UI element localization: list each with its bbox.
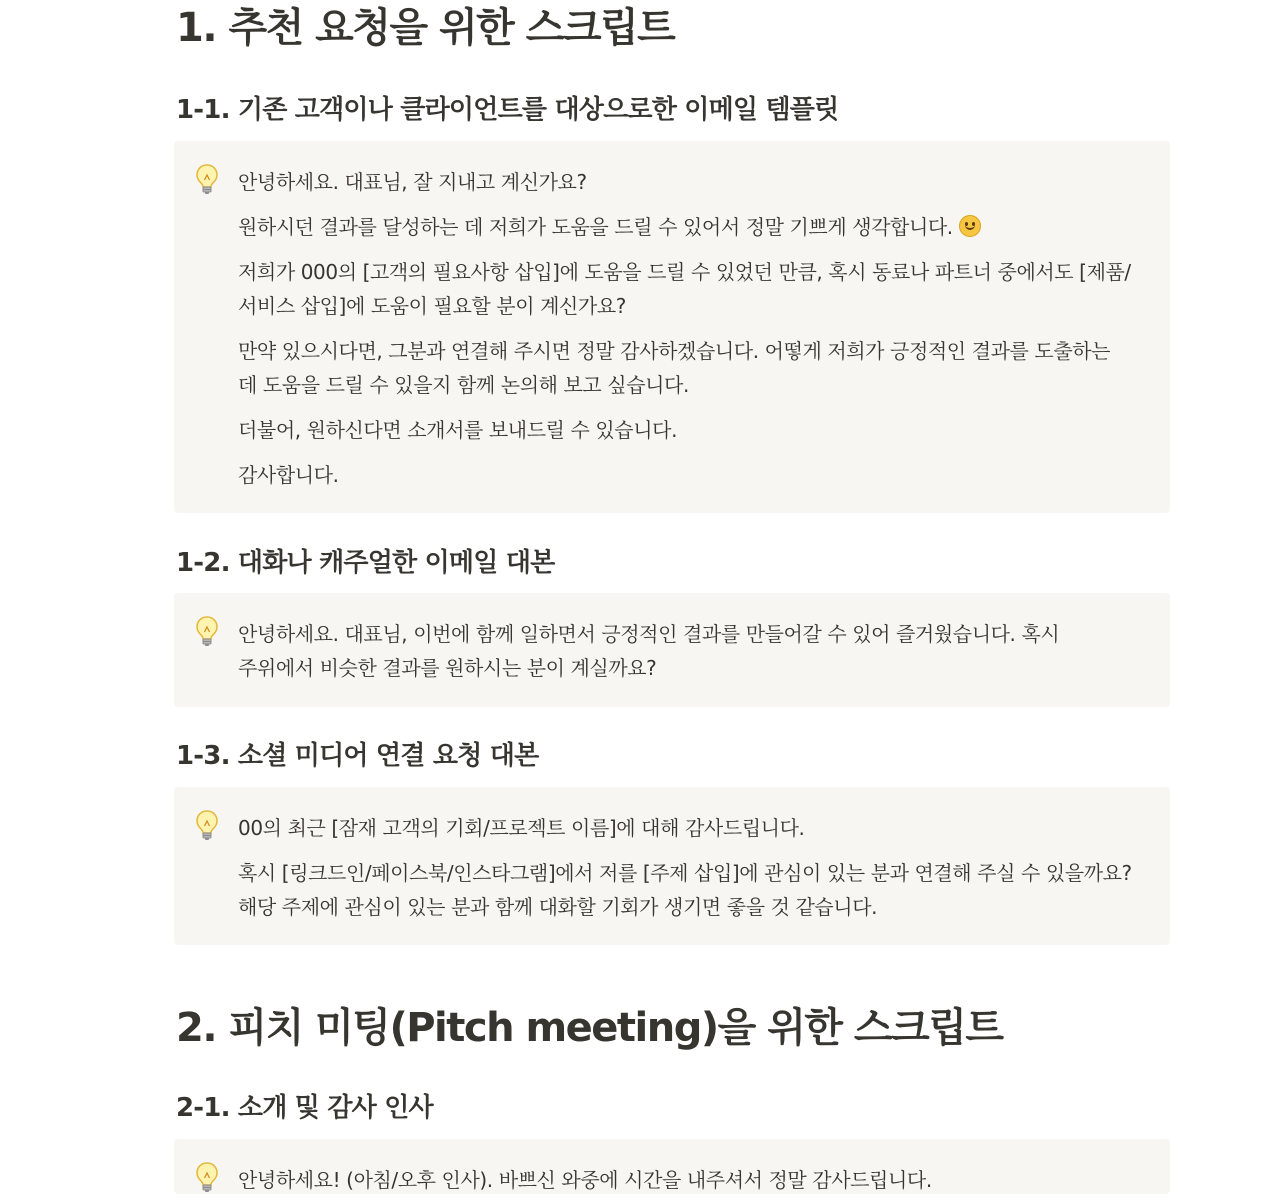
callout-paragraph: 만약 있으시다면, 그분과 연결해 주시면 정말 감사하겠습니다. 어떻게 저희가 긍정적인 결과를 도출하는 데 도움을 드릴 수 있을지 함께 논의해 보고 싶습니다. xyxy=(238,339,1111,397)
subsection-title-1-1: 1-1. 기존 고객이나 클라이언트를 대상으로한 이메일 템플릿 xyxy=(176,95,839,125)
section-title-1: 1. 추천 요청을 위한 스크립트 xyxy=(176,5,675,51)
callout-paragraph: 더불어, 원하신다면 소개서를 보내드릴 수 있습니다. xyxy=(238,418,678,442)
callout-block[interactable] xyxy=(174,141,1170,513)
lightbulb-icon xyxy=(194,615,220,647)
callout-paragraph: 안녕하세요. 대표님, 잘 지내고 계신가요? xyxy=(238,170,587,194)
callout-paragraph: 00의 최근 [잠재 고객의 기회/프로젝트 이름]에 대해 감사드립니다. xyxy=(238,816,805,840)
callout-paragraph: 저희가 000의 [고객의 필요사항 삽입]에 도움을 드릴 수 있었던 만큼, 혹시 동료나 파트너 중에서도 [제품/서비스 삽입]에 도움이 필요할 분이 계신가요? xyxy=(238,260,1131,318)
subsection-title-1-2: 1-2. 대화나 캐주얼한 이메일 대본 xyxy=(176,548,555,578)
callout-paragraph xyxy=(238,210,1134,244)
subsection-title-1-3: 1-3. 소셜 미디어 연결 요청 대본 xyxy=(176,741,539,771)
lightbulb-icon xyxy=(194,809,220,841)
slightly-smiling-face-icon xyxy=(959,215,981,237)
callout-block[interactable] xyxy=(174,1139,1170,1194)
callout-paragraph: 안녕하세요. 대표님, 이번에 함께 일하면서 긍정적인 결과를 만들어갈 수 있어 즐거웠습니다. 혹시 주위에서 비슷한 결과를 원하시는 분이 계실까요? xyxy=(238,622,1060,680)
callout-block[interactable] xyxy=(174,787,1170,945)
callout-paragraph: 혹시 [링크드인/페이스북/인스타그램]에서 저를 [주제 삽입]에 관심이 있는 분과 연결해 주실 수 있을까요? 해당 주제에 관심이 있는 분과 함께 대화할 기회가 생기면 좋을 것 같습니다. xyxy=(238,861,1132,919)
lightbulb-icon xyxy=(194,163,220,195)
callout-paragraph: 감사합니다. xyxy=(238,463,339,487)
section-title-2: 2. 피치 미팅(Pitch meeting)을 위한 스크립트 xyxy=(176,1005,1003,1051)
callout-paragraph-text: 원하시던 결과를 달성하는 데 저희가 도움을 드릴 수 있어서 정말 기쁘게 생각합니다. xyxy=(238,215,953,239)
lightbulb-icon xyxy=(194,1161,220,1193)
subsection-title-2-1: 2-1. 소개 및 감사 인사 xyxy=(176,1093,433,1123)
callout-block[interactable] xyxy=(174,593,1170,707)
callout-paragraph: 안녕하세요! (아침/오후 인사). 바쁘신 와중에 시간을 내주셔서 정말 감사드립니다. xyxy=(238,1168,932,1192)
